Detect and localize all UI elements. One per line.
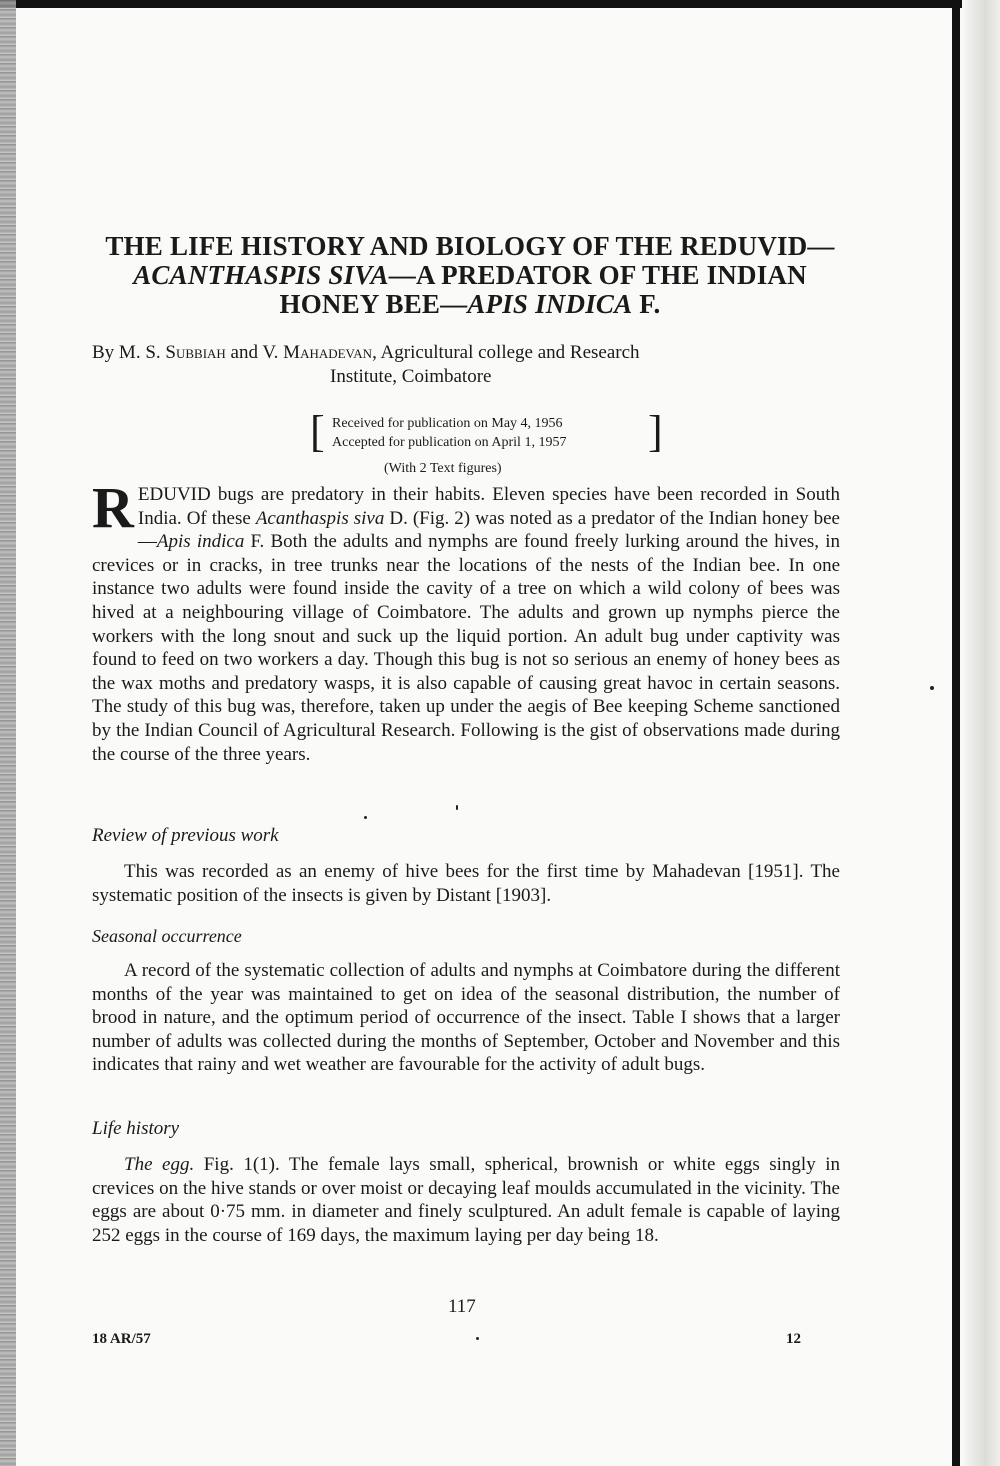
author-1: Subbiah	[165, 342, 226, 363]
intro-species-2: Apis indica	[156, 531, 245, 553]
title-line-1: THE LIFE HISTORY AND BIOLOGY OF THE REDUVID—	[105, 231, 835, 261]
intro-paragraph	[92, 475, 840, 766]
intro-species-1: Acanthaspis siva	[255, 507, 385, 529]
intro-first-word: EDUVID	[137, 484, 211, 505]
affiliation-line-2: Institute, Coimbatore	[330, 366, 492, 387]
right-bracket: ]	[648, 407, 663, 456]
seasonal-paragraph: A record of the systematic collection of adults and nymphs at Coimbatore during the different months of the year was maintained to get on idea of the seasonal distribution, the number of brood in nature, and the optimum period of occurrence of the insect. Table I shows that a larger number of adults was collected during the months of September, October and November and this indicates that rainy and wet weather are favourable for the activity of adult bugs.	[92, 960, 840, 1076]
intro-text-2: D. (Fig. 2) was noted as a predator of the Indian honey bee—	[137, 507, 840, 553]
egg-paragraph	[92, 1153, 840, 1247]
drop-cap: R	[92, 475, 134, 540]
section-heading-seasonal: Seasonal occurrence	[92, 926, 242, 946]
title-line-3-start: HONEY BEE—	[279, 289, 468, 319]
scan-speck	[476, 1337, 479, 1340]
scan-edge-right	[962, 0, 1000, 1466]
intro-text-3: F. Both the adults and nymphs are found freely lurking around the hives, in crevices or in cracks, in tree trunks near the locations of the nests of the Indian bee. In one instance two adults were found inside the cavity of a tree on which a wild colony of bees was hived at a neighbouring village of Coimbatore. The adults and grown up nymphs pierce the workers with the long snout and suck up the liquid portion. An adult bug under captivity was found to feed on two workers a day. Though this bug is not so serious an enemy of honey bees as the wax moths and predatory wasps, it is also capable of causing great havoc in certain seasons. The study of this bug was, therefore, taken up under the aegis of Bee keeping Scheme sanctioned by the Indian Council of Agricultural Research. Following is the gist of observations made during the course of the three years.	[92, 531, 840, 765]
scan-speck	[456, 805, 458, 810]
author-2: Mahadevan	[283, 342, 373, 363]
review-paragraph: This was recorded as an enemy of hive bees for the first time by Mahadevan [1951]. The systematic position of the insects is given by Distant [1903].	[92, 861, 840, 906]
title-line-3	[80, 290, 860, 319]
figures-note: (With 2 Text figures)	[384, 461, 502, 476]
footer-print-code: 18 AR/57	[92, 1331, 151, 1347]
title-species: ACANTHASPIS SIVA	[133, 260, 389, 290]
scan-speck	[364, 816, 367, 819]
left-bracket: [	[310, 407, 325, 456]
section-heading-life-history: Life history	[92, 1118, 180, 1139]
egg-label: The egg.	[124, 1154, 195, 1175]
footer-signature-number: 12	[786, 1331, 801, 1347]
scan-speck	[930, 686, 934, 690]
accepted-date: Accepted for publication on April 1, 1957	[332, 435, 567, 450]
byline-prefix: By M. S.	[92, 342, 166, 363]
title-line-3-end: F.	[632, 289, 661, 319]
egg-text: Fig. 1(1). The female lays small, spherical, brownish or white eggs singly in crevices on the hive stands or over moist or decaying leaf moulds accumulated in the vicinity. The eggs are about 0·75 mm. in diameter and finely sculptured. An adult female is capable of laying 252 eggs in the course of 169 days, the maximum laying per day being 18.	[92, 1154, 840, 1246]
byline-mid: and V.	[225, 342, 284, 363]
intro-text-1: bugs are predatory in their habits. Eleven species have been recorded in South India. Of these	[137, 484, 840, 529]
paper-title	[80, 232, 860, 319]
author-byline	[92, 341, 852, 389]
title-line-2-rest: —A PREDATOR OF THE INDIAN	[388, 260, 807, 290]
affiliation-line-1: , Agricultural college and Research	[372, 342, 640, 363]
scan-edge-right-line	[952, 0, 960, 1466]
scan-edge-left	[0, 0, 16, 1466]
section-heading-review: Review of previous work	[92, 825, 279, 846]
publication-dates	[310, 407, 670, 456]
title-line-2	[80, 261, 860, 290]
title-host-species: APIS INDICA	[467, 289, 633, 319]
scan-edge-top	[0, 0, 1000, 8]
received-date: Received for publication on May 4, 1956	[332, 416, 563, 431]
page-number: 117	[448, 1296, 476, 1317]
